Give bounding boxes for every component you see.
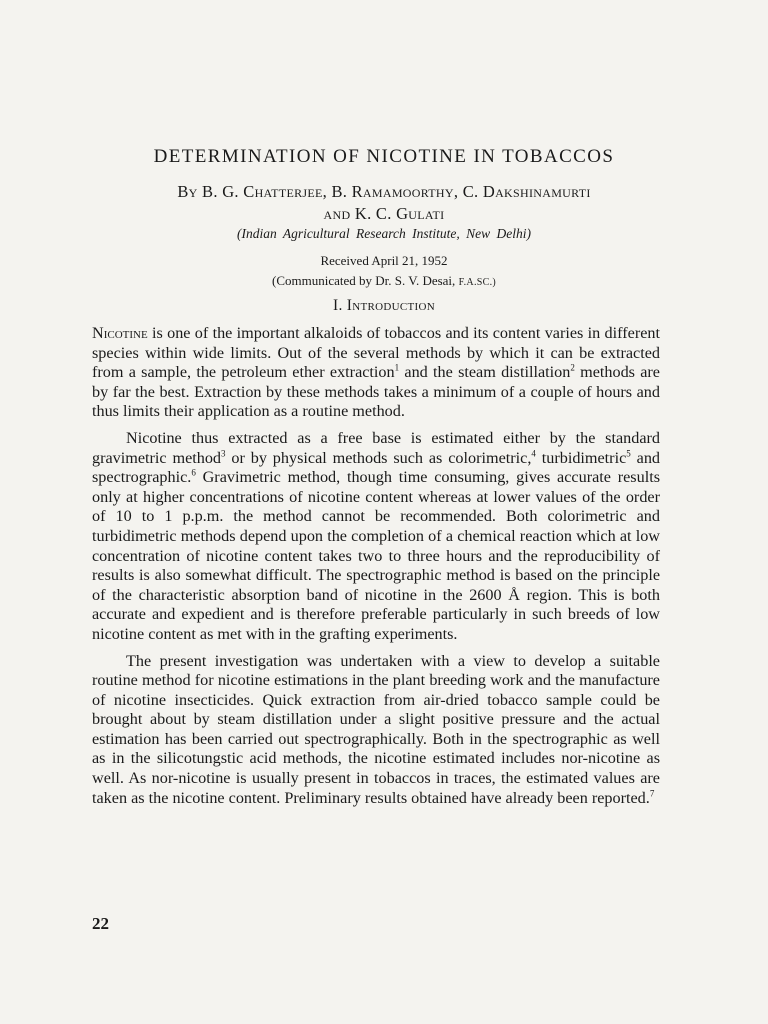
- paragraph-text: Nicotine thus extracted as a free base is estimated either by the standard gravimetric method: [92, 428, 660, 467]
- received-date: Received April 21, 1952: [320, 253, 448, 268]
- received-block: [0, 251, 768, 293]
- citation-ref: 1: [394, 362, 400, 373]
- paragraph-text: is one of the important alkaloids of tobaccos and its content varies in different species within wide limits. Out of the several methods by which it can be extracted from a sample, the petroleum ether extraction: [92, 324, 660, 382]
- paragraph-text: turbidimetric: [535, 448, 627, 467]
- citation-ref: 7: [649, 788, 655, 799]
- lead-word: Nicotine: [92, 324, 148, 342]
- paper-title: DETERMINATION OF NICOTINE IN TOBACCOS: [153, 146, 615, 167]
- citation-ref: 4: [531, 448, 536, 459]
- affiliation: (Indian Agricultural Research Institute, New Delhi): [237, 226, 531, 241]
- citation-ref: 6: [191, 467, 196, 478]
- paper-body: [92, 324, 660, 815]
- paragraph-text: and the steam distillation: [399, 363, 571, 382]
- fellow-suffix: F.A.SC.): [458, 277, 497, 288]
- paragraph-3: [92, 652, 660, 809]
- paragraph-text: Gravimetric method, though time consuming, gives accurate results only at higher concentrations of nicotine content whereas at lower values of the order of 10 to 1 p.p.m. the method cannot be recommended. Both colorimetric and turbidimetric methods depend upon the completion of a chemical reaction which at low concentration of nicotine content takes two to three hours and the reproducibility of results is also somewhat difficult. The spectrographic method is based on the principle of the characteristic absorption band of nicotine in the 2600 Å region. This is both accurate and expedient and is therefore preferable particularly in such breeds of low nicotine content as met with in the grafting experiments.: [92, 468, 660, 643]
- paragraph-text: methods are by far the best. Extraction by these methods takes a minimum of a couple of hours and thus limits their application as a routine method.: [92, 363, 660, 421]
- paragraph-2: [92, 429, 660, 645]
- citation-ref: 2: [570, 362, 575, 373]
- paragraph-1: [92, 324, 660, 422]
- authors-line-1: By B. G. Chatterjee, B. Ramamoorthy, C. Dakshinamurti: [177, 182, 591, 201]
- communicated-by: [0, 271, 768, 293]
- paragraph-text: or by physical methods such as colorimetric,: [225, 448, 532, 467]
- section-heading: I. Introduction: [332, 297, 435, 314]
- communicated-text: (Communicated by Dr. S. V. Desai,: [271, 273, 459, 288]
- author-list: [0, 181, 768, 225]
- authors-line-2: and K. C. Gulati: [323, 204, 445, 223]
- paragraph-text: The present investigation was undertaken with a view to develop a suitable routine method for nicotine estimations in the plant breeding work and the manufacture of nicotine insecticides. Quick extraction from air-dried tobacco sample could be brought about by steam distillation under a slight positive pressure and the actual estimation has been carried out spectrographically. Both in the spectrographic as well as in the silicotungstic acid methods, the nicotine estimated includes nor-nicotine as well. As nor-nicotine is usually present in tobaccos in traces, the estimated values are taken as the nicotine content. Preliminary results obtained have already been reported.: [92, 651, 660, 807]
- paragraph-text: and spectrographic.: [92, 448, 661, 487]
- page-number: 22: [92, 914, 109, 933]
- citation-ref: 5: [626, 448, 631, 459]
- citation-ref: 3: [221, 448, 226, 459]
